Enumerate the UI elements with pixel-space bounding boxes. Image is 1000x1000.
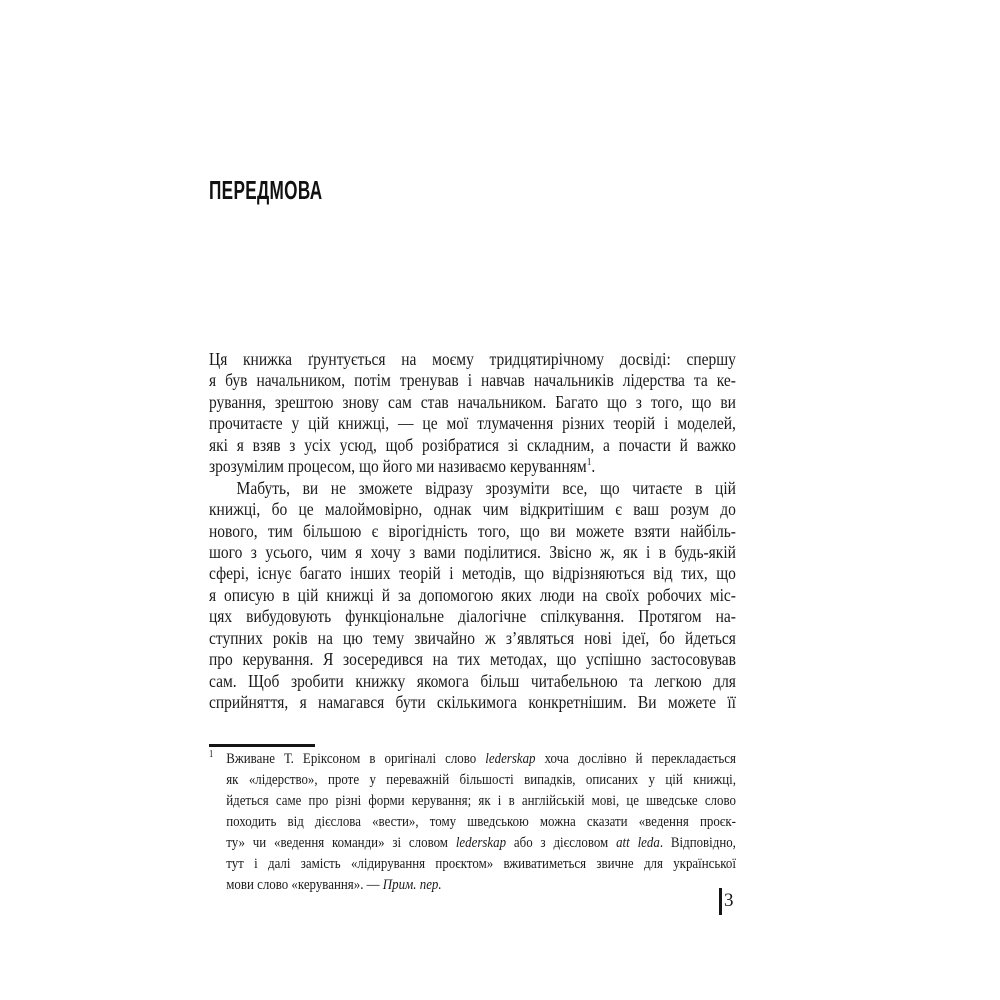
text-line: книжці, бо це малоймовірно, однак чим відкритішим є ваш розум до — [209, 499, 736, 520]
italic-term: lederskap — [455, 835, 507, 851]
text-segment: . — [591, 456, 596, 477]
footnote-line: йдеться саме про різні форми керування; як і в англійській мові, це шведське слово — [226, 793, 736, 809]
text-segment: мови слово «керування». — — [226, 877, 383, 893]
text-segment: Вживане Т. Еріксоном в оригіналі слово — [226, 751, 486, 767]
footnote-line: як «лідерство», проте у переважній більшості випадків, описаних у цій книжці, — [226, 772, 736, 788]
text-segment: або з дієсловом — [506, 835, 617, 851]
text-line: які я взяв з усіх усюд, щоб розібратися зі складним, а почасти й важко — [209, 434, 736, 455]
body-text — [209, 349, 736, 713]
text-line: Ця книжка ґрунтується на моєму тридцятирічному досвіді: спершу — [209, 349, 736, 369]
footnote-marker: 1 — [209, 749, 214, 760]
footnote-line: походить від дієслова «вести», тому шведською можна сказати «ведення проєк- — [226, 814, 736, 830]
text-line: сам. Щоб зробити книжку якомога більш читабельною та легкою для — [209, 670, 736, 691]
text-line: я був начальником, потім тренував і навчав начальників лідерства та ке- — [209, 370, 736, 391]
text-line: ступних років на цю тему звичайно ж з’являться нові ідеї, бо йдеться — [209, 627, 736, 648]
text-line — [209, 456, 736, 477]
text-segment: хоча дослівно й перекладається — [535, 751, 736, 767]
text-line: сприйняття, я намагався бути скількимога конкретнішим. Ви можете її — [209, 692, 736, 712]
text-line: рування, зрештою знову сам став начальником. Багато що з того, що ви — [209, 391, 736, 412]
text-line: про керування. Я зосередився на тих методах, що успішно застосовував — [209, 649, 736, 670]
text-line: нового, тим більшою є вірогідність того, що ви можете взяти найбіль- — [209, 520, 736, 541]
italic-term: att leda — [616, 835, 660, 851]
text-line: Мабуть, ви не зможете відразу зрозуміти все, що читаєте в цій — [236, 477, 736, 498]
paragraph-1 — [209, 349, 736, 478]
footnote-line: тут і далі замість «лідирування проєктом» вживатиметься звичне для української — [226, 856, 736, 872]
footnote-line — [209, 749, 736, 770]
text-line: шого з усього, чим я хочу з вами поділитися. Звісно ж, як і в будь-якій — [209, 541, 736, 562]
text-segment: ту» чи «ведення команди» зі словом — [226, 835, 456, 851]
text-line: прочитаєте у цій книжці, — це мої тлумачення різних теорій і моделей, — [209, 413, 736, 434]
translator-note: Прим. пер. — [382, 877, 442, 893]
text-segment: зрозумілим процесом, що його ми називаємо керуванням — [209, 456, 587, 477]
footnote-line — [209, 833, 736, 854]
paragraph-2 — [209, 478, 736, 714]
text-segment: . Відповідно, — [659, 835, 736, 851]
italic-term: lederskap — [485, 751, 536, 767]
text-line: я описую в цій книжці й за допомогою яких люди на своїх робочих міс- — [209, 584, 736, 605]
footnote — [209, 749, 736, 896]
page-number-bar — [719, 888, 722, 915]
text-line: сфері, існує багато інших теорій і методів, що відрізняються від тих, що — [209, 563, 736, 584]
page-title: ПЕРЕДМОВА — [209, 175, 323, 205]
footnote-reference: 1 — [586, 456, 592, 469]
text-line: цях вибудовують функціональне діалогічне спілкування. Протягом на- — [209, 606, 736, 627]
page-number: 3 — [724, 890, 734, 911]
footnote-line — [209, 875, 736, 896]
